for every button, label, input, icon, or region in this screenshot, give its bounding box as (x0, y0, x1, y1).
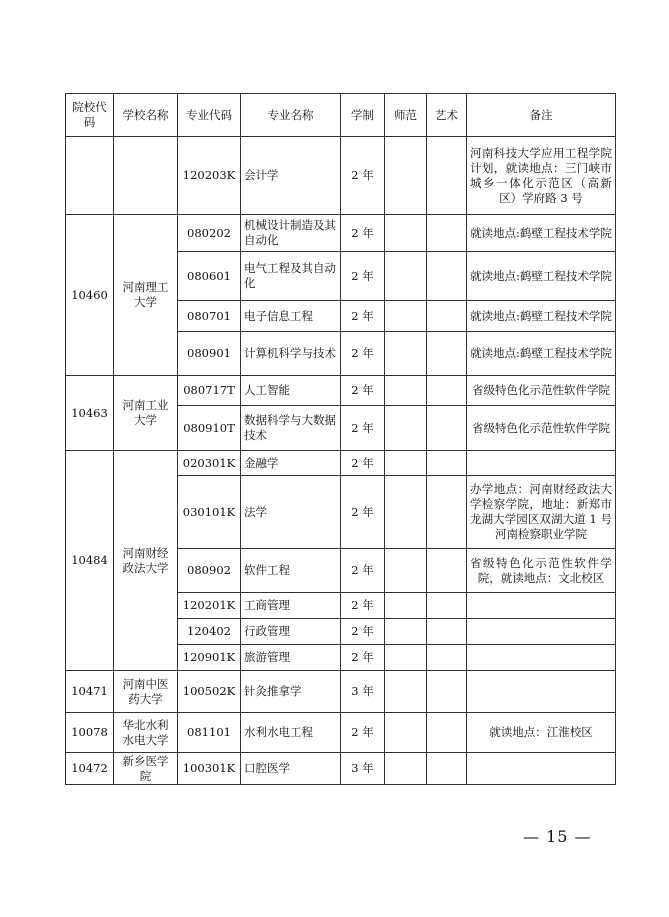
art-flag (427, 713, 467, 753)
note: 就读地点:鹤壁工程技术学院 (467, 301, 616, 332)
art-flag (427, 451, 467, 476)
normal-flag (385, 549, 427, 593)
school-code: 10484 (66, 451, 114, 671)
table-row (66, 671, 616, 713)
school-code: 10472 (66, 753, 114, 785)
school-name (114, 137, 178, 215)
table-row (66, 713, 616, 753)
major-name: 机械设计制造及其自动化 (241, 215, 341, 252)
major-code: 080717T (178, 376, 241, 406)
normal-flag (385, 406, 427, 451)
major-code: 020301K (178, 451, 241, 476)
school-name: 新乡医学院 (114, 753, 178, 785)
note: 省级特色化示范性软件学院，就读地点：文北校区 (467, 549, 616, 593)
major-code: 120201K (178, 593, 241, 619)
major-name: 软件工程 (241, 549, 341, 593)
major-name: 口腔医学 (241, 753, 341, 785)
art-flag (427, 137, 467, 215)
normal-flag (385, 476, 427, 549)
majors-table (65, 93, 616, 785)
major-name: 旅游管理 (241, 645, 341, 671)
header-note: 备注 (467, 94, 616, 137)
major-code: 120203K (178, 137, 241, 215)
art-flag (427, 476, 467, 549)
header-row (66, 94, 616, 137)
art-flag (427, 252, 467, 301)
note (467, 593, 616, 619)
school-name: 河南中医药大学 (114, 671, 178, 713)
duration: 2 年 (341, 406, 385, 451)
school-name: 河南工业大学 (114, 376, 178, 451)
major-code: 080910T (178, 406, 241, 451)
duration: 2 年 (341, 252, 385, 301)
school-code: 10460 (66, 215, 114, 376)
normal-flag (385, 753, 427, 785)
normal-flag (385, 713, 427, 753)
duration: 2 年 (341, 376, 385, 406)
table-row (66, 451, 616, 476)
normal-flag (385, 593, 427, 619)
major-code: 081101 (178, 713, 241, 753)
normal-flag (385, 252, 427, 301)
note (467, 645, 616, 671)
major-code: 120901K (178, 645, 241, 671)
note (467, 671, 616, 713)
major-name: 会计学 (241, 137, 341, 215)
duration: 2 年 (341, 593, 385, 619)
art-flag (427, 619, 467, 645)
art-flag (427, 332, 467, 376)
duration: 2 年 (341, 332, 385, 376)
note: 办学地点：河南财经政法大学检察学院，地址：新郑市龙湖大学园区双湖大道 1 号河南检察职业学院 (467, 476, 616, 549)
school-code: 10463 (66, 376, 114, 451)
note (467, 753, 616, 785)
art-flag (427, 645, 467, 671)
major-name: 行政管理 (241, 619, 341, 645)
art-flag (427, 671, 467, 713)
major-name: 法学 (241, 476, 341, 549)
normal-flag (385, 376, 427, 406)
major-code: 080901 (178, 332, 241, 376)
note: 就读地点：江淮校区 (467, 713, 616, 753)
note: 就读地点:鹤壁工程技术学院 (467, 252, 616, 301)
normal-flag (385, 671, 427, 713)
header-normal: 师范 (385, 94, 427, 137)
major-code: 100502K (178, 671, 241, 713)
note: 就读地点:鹤壁工程技术学院 (467, 215, 616, 252)
normal-flag (385, 451, 427, 476)
note: 就读地点:鹤壁工程技术学院 (467, 332, 616, 376)
major-name: 电子信息工程 (241, 301, 341, 332)
table-row (66, 215, 616, 252)
duration: 2 年 (341, 137, 385, 215)
school-name: 华北水利水电大学 (114, 713, 178, 753)
major-code: 030101K (178, 476, 241, 549)
major-code: 080701 (178, 301, 241, 332)
duration: 2 年 (341, 215, 385, 252)
duration: 3 年 (341, 671, 385, 713)
duration: 2 年 (341, 713, 385, 753)
header-duration: 学制 (341, 94, 385, 137)
normal-flag (385, 215, 427, 252)
normal-flag (385, 137, 427, 215)
table-row (66, 137, 616, 215)
major-name: 金融学 (241, 451, 341, 476)
header-school-code: 院校代码 (66, 94, 114, 137)
normal-flag (385, 645, 427, 671)
art-flag (427, 549, 467, 593)
art-flag (427, 301, 467, 332)
major-name: 电气工程及其自动化 (241, 252, 341, 301)
major-name: 针灸推拿学 (241, 671, 341, 713)
duration: 2 年 (341, 645, 385, 671)
duration: 2 年 (341, 619, 385, 645)
art-flag (427, 376, 467, 406)
major-name: 数据科学与大数据技术 (241, 406, 341, 451)
table-row (66, 753, 616, 785)
major-name: 人工智能 (241, 376, 341, 406)
note (467, 619, 616, 645)
art-flag (427, 753, 467, 785)
major-name: 计算机科学与技术 (241, 332, 341, 376)
normal-flag (385, 619, 427, 645)
header-school-name: 学校名称 (114, 94, 178, 137)
art-flag (427, 593, 467, 619)
duration: 2 年 (341, 451, 385, 476)
school-name: 河南财经政法大学 (114, 451, 178, 671)
major-code: 080202 (178, 215, 241, 252)
note: 省级特色化示范性软件学院 (467, 376, 616, 406)
normal-flag (385, 332, 427, 376)
duration: 2 年 (341, 549, 385, 593)
duration: 3 年 (341, 753, 385, 785)
major-code: 080601 (178, 252, 241, 301)
major-code: 100301K (178, 753, 241, 785)
major-code: 120402 (178, 619, 241, 645)
school-code (66, 137, 114, 215)
art-flag (427, 215, 467, 252)
page-number: — 15 — (523, 827, 592, 846)
major-name: 工商管理 (241, 593, 341, 619)
major-name: 水利水电工程 (241, 713, 341, 753)
school-name: 河南理工大学 (114, 215, 178, 376)
note (467, 451, 616, 476)
note: 省级特色化示范性软件学院 (467, 406, 616, 451)
table-row (66, 376, 616, 406)
normal-flag (385, 301, 427, 332)
art-flag (427, 406, 467, 451)
school-code: 10078 (66, 713, 114, 753)
header-major-code: 专业代码 (178, 94, 241, 137)
header-art: 艺术 (427, 94, 467, 137)
duration: 2 年 (341, 301, 385, 332)
duration: 2 年 (341, 476, 385, 549)
header-major-name: 专业名称 (241, 94, 341, 137)
note: 河南科技大学应用工程学院计划，就读地点：三门峡市城乡一体化示范区（高新区）学府路 3 号 (467, 137, 616, 215)
major-code: 080902 (178, 549, 241, 593)
school-code: 10471 (66, 671, 114, 713)
